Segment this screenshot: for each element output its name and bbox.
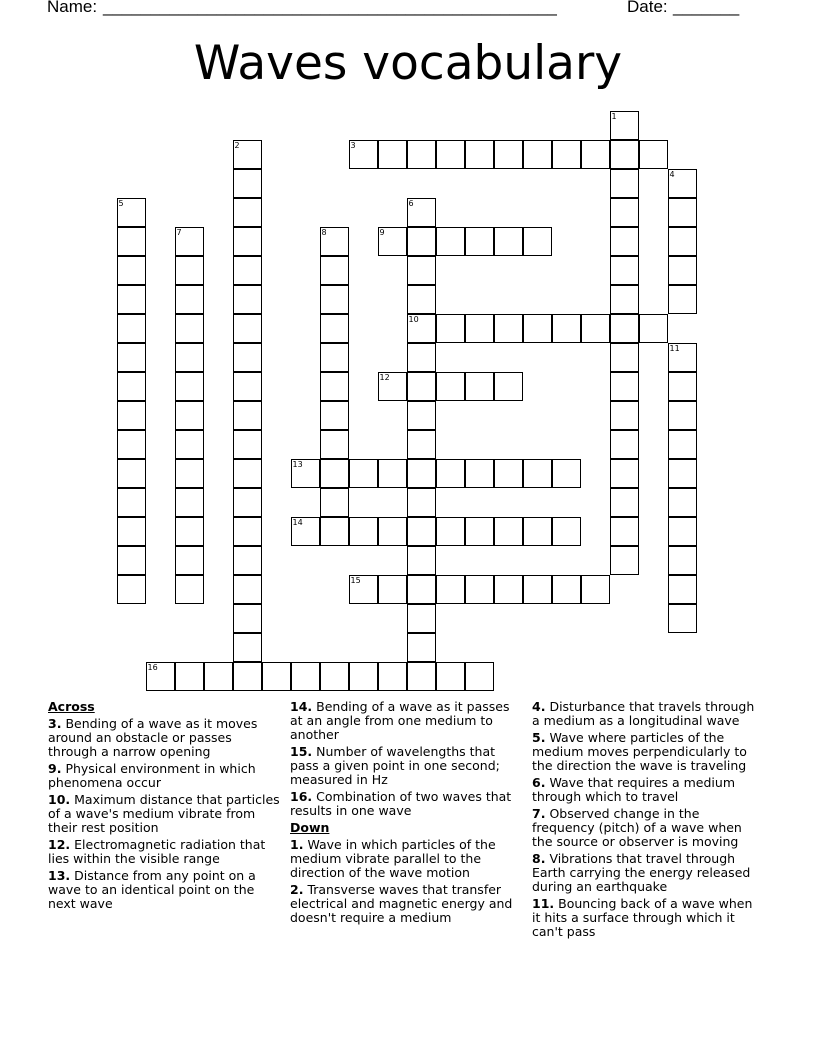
crossword-cell[interactable] [407, 546, 436, 575]
crossword-cell[interactable] [523, 227, 552, 256]
clue-down-1 [290, 838, 522, 880]
clue-text: Bouncing back of a wave when it hits a surface through which it can't pass [532, 896, 753, 939]
clue-text: Combination of two waves that results in one wave [290, 789, 512, 818]
crossword-cell[interactable] [610, 401, 639, 430]
crossword-cell[interactable] [233, 662, 262, 691]
across-heading: Across [48, 699, 95, 714]
crossword-cell[interactable] [639, 314, 668, 343]
crossword-cell[interactable] [407, 314, 436, 343]
crossword-cell[interactable] [523, 314, 552, 343]
crossword-cell[interactable] [175, 227, 204, 256]
crossword-cell[interactable] [233, 459, 262, 488]
cell-clue-number: 15 [350, 575, 361, 585]
crossword-cell[interactable] [175, 488, 204, 517]
clue-down-5 [532, 731, 764, 773]
crossword-cell[interactable] [117, 459, 146, 488]
crossword-cell[interactable] [407, 488, 436, 517]
crossword-cell[interactable] [349, 517, 378, 546]
clue-across-13 [48, 869, 280, 911]
cell-clue-number: 2 [234, 140, 240, 150]
crossword-cell[interactable] [552, 140, 581, 169]
cell-clue-number: 11 [669, 343, 680, 353]
clue-number: 9. [48, 761, 62, 776]
crossword-cell[interactable] [610, 546, 639, 575]
crossword-cell[interactable] [233, 488, 262, 517]
clue-text: Observed change in the frequency (pitch) of a wave when the source or observer is moving [532, 806, 742, 849]
crossword-cell[interactable] [610, 111, 639, 140]
crossword-cell[interactable] [349, 662, 378, 691]
clue-number: 15. [290, 744, 313, 759]
crossword-cell[interactable] [320, 343, 349, 372]
crossword-cell[interactable] [117, 256, 146, 285]
crossword-cell[interactable] [291, 459, 320, 488]
crossword-cell[interactable] [407, 430, 436, 459]
cell-clue-number: 9 [379, 227, 385, 237]
clue-column-3 [532, 700, 764, 942]
crossword-cell[interactable] [175, 285, 204, 314]
clue-number: 2. [290, 882, 304, 897]
clue-column-2 [290, 700, 522, 928]
cell-clue-number: 1 [611, 111, 617, 121]
clue-across-15 [290, 745, 522, 787]
crossword-cell[interactable] [465, 140, 494, 169]
clue-number: 13. [48, 868, 71, 883]
clue-across-16 [290, 790, 522, 818]
crossword-cell[interactable] [320, 488, 349, 517]
crossword-cell[interactable] [117, 285, 146, 314]
crossword-cell[interactable] [233, 401, 262, 430]
crossword-cell[interactable] [668, 343, 697, 372]
crossword-cell[interactable] [610, 198, 639, 227]
clue-number: 10. [48, 792, 71, 807]
cell-clue-number: 7 [176, 227, 182, 237]
crossword-cell[interactable] [668, 198, 697, 227]
crossword-cell[interactable] [465, 372, 494, 401]
crossword-cell[interactable] [117, 314, 146, 343]
crossword-cell[interactable] [349, 575, 378, 604]
crossword-cell[interactable] [668, 575, 697, 604]
clue-text: Bending of a wave as it passes at an angle from one medium to another [290, 699, 510, 742]
crossword-cell[interactable] [407, 256, 436, 285]
crossword-cell[interactable] [175, 314, 204, 343]
down-heading: Down [290, 820, 330, 835]
crossword-cell[interactable] [465, 459, 494, 488]
crossword-cell[interactable] [204, 662, 233, 691]
crossword-cell[interactable] [436, 575, 465, 604]
clue-number: 3. [48, 716, 62, 731]
crossword-cell[interactable] [465, 575, 494, 604]
crossword-cell[interactable] [378, 140, 407, 169]
crossword-cell[interactable] [117, 372, 146, 401]
clue-down-8 [532, 852, 764, 894]
clue-down-11 [532, 897, 764, 939]
crossword-cell[interactable] [407, 285, 436, 314]
crossword-cell[interactable] [465, 517, 494, 546]
name-label: Name: [47, 0, 98, 16]
crossword-cell[interactable] [117, 575, 146, 604]
crossword-cell[interactable] [320, 459, 349, 488]
clue-number: 16. [290, 789, 313, 804]
crossword-cell[interactable] [407, 372, 436, 401]
clue-number: 7. [532, 806, 546, 821]
crossword-cell[interactable] [436, 662, 465, 691]
crossword-cell[interactable] [639, 140, 668, 169]
crossword-cell[interactable] [610, 227, 639, 256]
clue-down-4 [532, 700, 764, 728]
crossword-cell[interactable] [175, 575, 204, 604]
crossword-cell[interactable] [668, 227, 697, 256]
cell-clue-number: 10 [408, 314, 419, 324]
crossword-cell[interactable] [407, 517, 436, 546]
clue-text: Wave where particles of the medium moves perpendicularly to the direction the wave is traveling [532, 730, 747, 773]
crossword-cell[interactable] [552, 517, 581, 546]
crossword-cell[interactable] [117, 227, 146, 256]
crossword-cell[interactable] [407, 575, 436, 604]
crossword-cell[interactable] [610, 372, 639, 401]
crossword-cell[interactable] [175, 517, 204, 546]
crossword-cell[interactable] [436, 227, 465, 256]
crossword-cell[interactable] [117, 343, 146, 372]
clue-number: 12. [48, 837, 71, 852]
crossword-cell[interactable] [233, 372, 262, 401]
crossword-cell[interactable] [146, 662, 175, 691]
crossword-cell[interactable] [407, 662, 436, 691]
clue-number: 6. [532, 775, 546, 790]
crossword-cell[interactable] [668, 459, 697, 488]
crossword-cell[interactable] [175, 546, 204, 575]
crossword-cell[interactable] [233, 633, 262, 662]
crossword-cell[interactable] [175, 459, 204, 488]
clue-number: 11. [532, 896, 555, 911]
crossword-cell[interactable] [465, 227, 494, 256]
crossword-cell[interactable] [668, 488, 697, 517]
page-title: Waves vocabulary [193, 36, 623, 91]
crossword-cell[interactable] [233, 140, 262, 169]
crossword-cell[interactable] [320, 662, 349, 691]
crossword-cell[interactable] [610, 169, 639, 198]
crossword-cell[interactable] [378, 372, 407, 401]
crossword-cell[interactable] [175, 401, 204, 430]
crossword-cell[interactable] [233, 343, 262, 372]
crossword-cell[interactable] [378, 517, 407, 546]
crossword-cell[interactable] [494, 517, 523, 546]
crossword-cell[interactable] [378, 662, 407, 691]
clue-text: Physical environment in which phenomena occur [48, 761, 256, 790]
clue-number: 8. [532, 851, 546, 866]
clue-text: Distance from any point on a wave to an identical point on the next wave [48, 868, 256, 911]
crossword-cell[interactable] [117, 198, 146, 227]
crossword-cell[interactable] [668, 604, 697, 633]
cell-clue-number: 5 [118, 198, 124, 208]
crossword-cell[interactable] [668, 256, 697, 285]
clue-across-3 [48, 717, 280, 759]
clue-text: Vibrations that travel through Earth carrying the energy released during an earthquake [532, 851, 751, 894]
crossword-cell[interactable] [233, 430, 262, 459]
cell-clue-number: 3 [350, 140, 356, 150]
crossword-cell[interactable] [494, 227, 523, 256]
crossword-cell[interactable] [320, 517, 349, 546]
crossword-cell[interactable] [552, 314, 581, 343]
cell-clue-number: 8 [321, 227, 327, 237]
crossword-cell[interactable] [494, 459, 523, 488]
cell-clue-number: 4 [669, 169, 675, 179]
clue-text: Number of wavelengths that pass a given point in one second; measured in Hz [290, 744, 500, 787]
crossword-cell[interactable] [175, 430, 204, 459]
clue-text: Transverse waves that transfer electrical and magnetic energy and doesn't require a medium [290, 882, 513, 925]
crossword-cell[interactable] [233, 575, 262, 604]
cell-clue-number: 16 [147, 662, 158, 672]
crossword-cell[interactable] [436, 314, 465, 343]
crossword-cell[interactable] [581, 575, 610, 604]
crossword-cell[interactable] [233, 227, 262, 256]
crossword-cell[interactable] [668, 517, 697, 546]
crossword-cell[interactable] [291, 662, 320, 691]
date-label: Date: [627, 0, 668, 16]
crossword-cell[interactable] [320, 285, 349, 314]
crossword-cell[interactable] [552, 575, 581, 604]
cell-clue-number: 13 [292, 459, 303, 469]
crossword-cell[interactable] [233, 169, 262, 198]
crossword-cell[interactable] [523, 140, 552, 169]
crossword-cell[interactable] [494, 575, 523, 604]
crossword-cell[interactable] [610, 517, 639, 546]
crossword-cell[interactable] [436, 372, 465, 401]
crossword-cell[interactable] [320, 430, 349, 459]
clue-text: Electromagnetic radiation that lies within the visible range [48, 837, 266, 866]
crossword-cell[interactable] [610, 256, 639, 285]
crossword-cell[interactable] [436, 140, 465, 169]
crossword-cell[interactable] [581, 314, 610, 343]
crossword-cell[interactable] [233, 256, 262, 285]
clue-number: 4. [532, 699, 546, 714]
crossword-cell[interactable] [407, 604, 436, 633]
crossword-cell[interactable] [407, 343, 436, 372]
crossword-cell[interactable] [233, 546, 262, 575]
clue-text: Maximum distance that particles of a wave's medium vibrate from their rest position [48, 792, 280, 835]
clue-across-14 [290, 700, 522, 742]
crossword-cell[interactable] [407, 401, 436, 430]
clue-number: 1. [290, 837, 304, 852]
clue-across-9 [48, 762, 280, 790]
clue-text: Bending of a wave as it moves around an obstacle or passes through a narrow opening [48, 716, 258, 759]
crossword-cell[interactable] [668, 546, 697, 575]
crossword-cell[interactable] [291, 517, 320, 546]
crossword-cell[interactable] [407, 459, 436, 488]
crossword-cell[interactable] [378, 227, 407, 256]
crossword-cell[interactable] [320, 314, 349, 343]
crossword-cell[interactable] [523, 459, 552, 488]
crossword-cell[interactable] [610, 140, 639, 169]
crossword-cell[interactable] [262, 662, 291, 691]
cell-clue-number: 6 [408, 198, 414, 208]
cell-clue-number: 12 [379, 372, 390, 382]
crossword-cell[interactable] [465, 662, 494, 691]
crossword-cell[interactable] [610, 459, 639, 488]
crossword-cell[interactable] [233, 517, 262, 546]
date-line[interactable]: _______ [673, 0, 740, 16]
clue-down-7 [532, 807, 764, 849]
crossword-cell[interactable] [233, 285, 262, 314]
clue-text: Disturbance that travels through a medium as a longitudinal wave [532, 699, 755, 728]
crossword-cell[interactable] [407, 198, 436, 227]
cell-clue-number: 14 [292, 517, 303, 527]
crossword-cell[interactable] [378, 575, 407, 604]
crossword-cell[interactable] [494, 372, 523, 401]
crossword-cell[interactable] [610, 343, 639, 372]
clue-number: 5. [532, 730, 546, 745]
clue-down-2 [290, 883, 522, 925]
crossword-cell[interactable] [320, 256, 349, 285]
crossword-cell[interactable] [407, 633, 436, 662]
clue-number: 14. [290, 699, 313, 714]
crossword-cell[interactable] [610, 285, 639, 314]
crossword-cell[interactable] [668, 169, 697, 198]
crossword-cell[interactable] [349, 459, 378, 488]
crossword-cell[interactable] [668, 430, 697, 459]
crossword-cell[interactable] [668, 285, 697, 314]
name-line[interactable]: ________________________________________________ [103, 0, 557, 16]
crossword-cell[interactable] [175, 372, 204, 401]
crossword-cell[interactable] [436, 459, 465, 488]
crossword-cell[interactable] [117, 430, 146, 459]
crossword-cell[interactable] [117, 517, 146, 546]
crossword-cell[interactable] [378, 459, 407, 488]
crossword-cell[interactable] [117, 546, 146, 575]
crossword-cell[interactable] [117, 488, 146, 517]
crossword-cell[interactable] [668, 401, 697, 430]
clue-across-12 [48, 838, 280, 866]
crossword-cell[interactable] [233, 198, 262, 227]
crossword-cell[interactable] [175, 343, 204, 372]
crossword-cell[interactable] [465, 314, 494, 343]
crossword-cell[interactable] [320, 401, 349, 430]
crossword-cell[interactable] [407, 140, 436, 169]
crossword-cell[interactable] [668, 372, 697, 401]
crossword-cell[interactable] [349, 140, 378, 169]
clue-across-10 [48, 793, 280, 835]
crossword-cell[interactable] [523, 517, 552, 546]
crossword-cell[interactable] [523, 575, 552, 604]
crossword-cell[interactable] [233, 604, 262, 633]
clue-column-1 [48, 700, 280, 914]
crossword-cell[interactable] [494, 314, 523, 343]
crossword-cell[interactable] [494, 140, 523, 169]
crossword-cell[interactable] [320, 227, 349, 256]
crossword-cell[interactable] [233, 314, 262, 343]
clue-text: Wave that requires a medium through which to travel [532, 775, 736, 804]
crossword-cell[interactable] [407, 227, 436, 256]
crossword-cell[interactable] [175, 256, 204, 285]
crossword-cell[interactable] [581, 140, 610, 169]
crossword-cell[interactable] [436, 517, 465, 546]
crossword-cell[interactable] [175, 662, 204, 691]
crossword-cell[interactable] [610, 430, 639, 459]
crossword-cell[interactable] [610, 314, 639, 343]
crossword-cell[interactable] [320, 372, 349, 401]
clue-text: Wave in which particles of the medium vibrate parallel to the direction of the wave motion [290, 837, 496, 880]
clue-down-6 [532, 776, 764, 804]
crossword-cell[interactable] [552, 459, 581, 488]
crossword-cell[interactable] [117, 401, 146, 430]
crossword-cell[interactable] [610, 488, 639, 517]
